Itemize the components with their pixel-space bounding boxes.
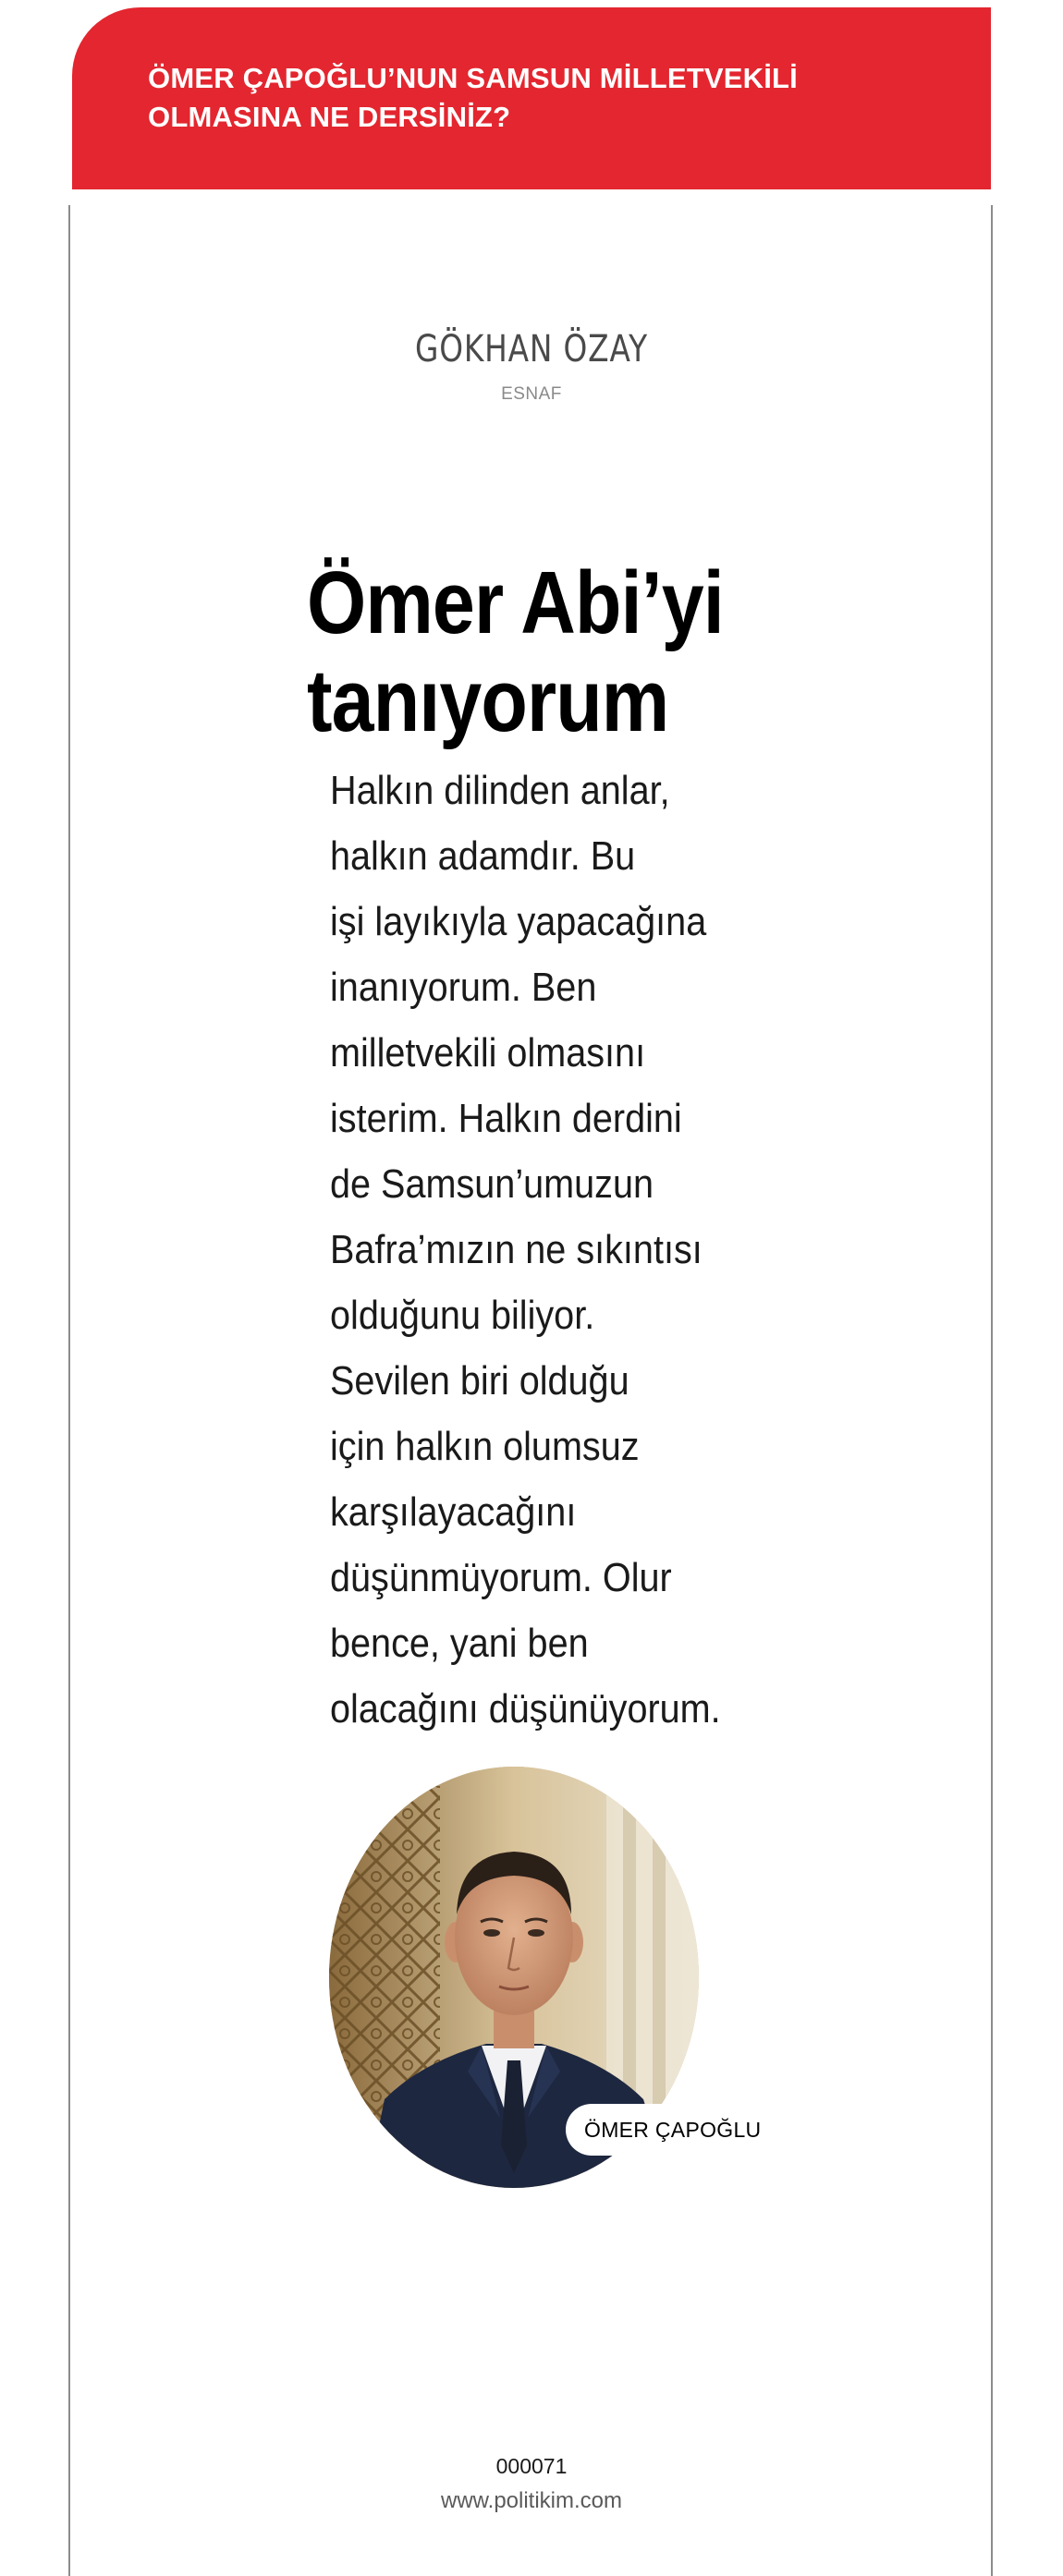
body-line: için halkın olumsuz	[330, 1424, 640, 1469]
header-title-line2: OLMASINA NE DERSİNİZ?	[148, 101, 511, 133]
body-line: işi layıkıyla yapacağına	[330, 899, 707, 944]
body-line: inanıyorum. Ben	[330, 965, 597, 1010]
body-line: karşılayacağını	[330, 1489, 577, 1535]
body-line: isterim. Halkın derdini	[330, 1096, 682, 1141]
body-line: Halkın dilinden anlar,	[330, 768, 670, 813]
header-title	[148, 59, 943, 137]
footer-url[interactable]: www.politikim.com	[440, 2488, 623, 2513]
body-line: milletvekili olmasını	[330, 1030, 646, 1075]
body-line: düşünmüyorum. Olur	[330, 1555, 672, 1600]
header-banner	[72, 7, 991, 189]
body-line: bence, yani ben	[330, 1621, 589, 1666]
body-line: de Samsun’umuzun	[330, 1161, 654, 1207]
body-line: olacağını düşünüyorum.	[330, 1686, 721, 1732]
body-line: Sevilen biri olduğu	[330, 1358, 629, 1403]
footer-code: 000071	[495, 2454, 568, 2478]
body-line: Bafra’mızın ne sıkıntısı	[330, 1227, 703, 1272]
author-role: ESNAF	[501, 384, 562, 404]
body-line: olduğunu biliyor.	[330, 1293, 595, 1338]
article-headline	[307, 554, 815, 750]
body-line: halkın adamdır. Bu	[330, 833, 636, 879]
headline-line1: Ömer Abi’yi	[307, 553, 724, 652]
header-title-line1: ÖMER ÇAPOĞLU’NUN SAMSUN MİLLETVEKİLİ	[148, 62, 798, 94]
headline-line2: tanıyorum	[307, 651, 669, 750]
author-name: GÖKHAN ÖZAY	[414, 328, 649, 371]
photo-caption: ÖMER ÇAPOĞLU	[566, 2104, 785, 2156]
article-body	[330, 758, 763, 1742]
